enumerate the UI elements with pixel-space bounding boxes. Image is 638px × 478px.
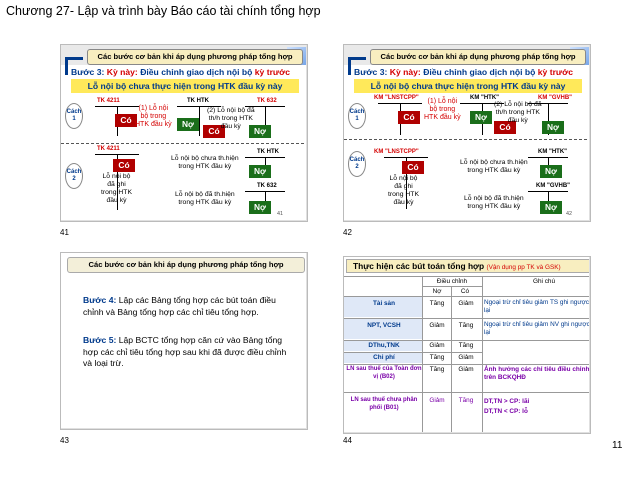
row-credit: Giảm bbox=[458, 354, 474, 361]
row-debit: Giảm bbox=[429, 342, 445, 349]
note-5: Lỗ nội bộ đã th.hiện trong HTK đầu kỳ bbox=[464, 195, 524, 210]
slide-number: 42 bbox=[343, 228, 352, 237]
km-htk-label: KM "HTK" bbox=[538, 149, 568, 155]
divider bbox=[344, 139, 591, 140]
credit-box: Có bbox=[203, 125, 225, 138]
note-4: Lỗ nội bộ chưa th.hiện trong HTK đầu kỳ bbox=[460, 159, 528, 174]
debit-box: Nợ bbox=[249, 125, 271, 138]
row-item: Tài sản bbox=[372, 300, 396, 307]
row-debit: Tăng bbox=[429, 366, 445, 373]
note-3: Lỗ nội bộ đã ghi trong HTK đầu kỳ bbox=[388, 175, 419, 206]
slide-title: Các bước cơ bản khi áp dụng phương pháp tổng hợp bbox=[87, 49, 303, 65]
row-item: Chi phí bbox=[373, 354, 395, 361]
highlight-bar: Lỗ nội bộ chưa thực hiện trong HTK đầu kỳ này bbox=[71, 79, 299, 93]
head-debit: Nợ bbox=[432, 288, 442, 295]
credit-box: Có bbox=[494, 121, 516, 134]
slide-title: Thực hiện các bút toán tổng hợp (Vận dụng pp TK và GSK) bbox=[346, 259, 590, 273]
step-4-text: Bước 4: Lập các Bảng tổng hợp các bút toán điều chỉnh và Bảng tổng hợp các chỉ tiêu tổng hợp. bbox=[83, 295, 276, 317]
step-line: Bước 3: Kỳ này: Điều chỉnh giao dịch nội bộ kỳ trước bbox=[71, 67, 291, 77]
slide-number: 43 bbox=[60, 436, 69, 445]
head-credit: Có bbox=[460, 288, 470, 295]
divider bbox=[61, 143, 308, 144]
debit-box: Nợ bbox=[249, 165, 271, 178]
credit-box: Có bbox=[398, 111, 420, 124]
tk632-label: TK 632 bbox=[257, 98, 277, 104]
case-2-label: Cách 2 bbox=[348, 151, 366, 177]
head-adjust: Điều chỉnh bbox=[436, 278, 468, 285]
note-2: (2) Lỗ nội bộ đã th/h trong HTK đầu kỳ bbox=[207, 107, 255, 130]
row-item: DThu,TNK bbox=[368, 342, 400, 349]
slide-number: 41 bbox=[60, 228, 69, 237]
case-1-label: Cách 1 bbox=[348, 103, 366, 129]
row-debit: Tăng bbox=[429, 354, 445, 361]
tk-htk-label: TK HTK bbox=[257, 149, 279, 155]
row-debit: Giảm bbox=[429, 397, 445, 404]
note-1: (1) Lỗ nội bộ trong HTK đầu kỳ bbox=[135, 105, 172, 128]
credit-box: Có bbox=[115, 114, 137, 127]
row-credit: Tăng bbox=[458, 397, 474, 404]
note-2: (2) Lỗ nội bộ đã th/h trong HTK đầu kỳ bbox=[494, 101, 542, 124]
tk632-label: TK 632 bbox=[257, 183, 277, 189]
slide-42 bbox=[343, 44, 591, 222]
note-1: (1) Lỗ nội bộ trong HTK đầu kỳ bbox=[424, 98, 461, 121]
row-debit: Giảm bbox=[429, 322, 445, 329]
tk-htk-label: TK HTK bbox=[187, 98, 209, 104]
page-header: Chương 27- Lập và trình bày Báo cáo tài chính tổng hợp bbox=[6, 4, 321, 18]
case-2-label: Cách 2 bbox=[65, 163, 83, 189]
step-line: Bước 3: Kỳ này: Điều chỉnh giao dịch nội bộ kỳ trước bbox=[354, 67, 574, 77]
km-gvhb-label: KM "GVHB" bbox=[536, 183, 571, 189]
row-note: DT,TN > CP: lãi DT,TN < CP: lỗ bbox=[484, 398, 530, 415]
debit-box: Nợ bbox=[542, 121, 564, 134]
row-debit: Tăng bbox=[429, 300, 445, 307]
page-number: 11 bbox=[612, 440, 623, 451]
km-gvhb-label: KM "GVHB" bbox=[538, 95, 573, 101]
slide-number: 44 bbox=[343, 436, 352, 445]
debit-box: Nợ bbox=[470, 111, 492, 124]
slide-page-mark: 42 bbox=[566, 211, 572, 217]
note-4: Lỗ nội bộ chưa th.hiện trong HTK đầu kỳ bbox=[171, 155, 239, 170]
case-1-label: Cách 1 bbox=[65, 103, 83, 129]
debit-box: Nợ bbox=[540, 201, 562, 214]
head-note: Ghi chú bbox=[532, 278, 556, 285]
km-lnstcpp-label: KM "LNSTCPP" bbox=[374, 149, 419, 155]
slide-page-mark: 41 bbox=[277, 211, 283, 217]
row-credit: Giảm bbox=[458, 366, 474, 373]
debit-box: Nợ bbox=[249, 201, 271, 214]
row-note: Ngoại trừ chỉ tiêu giảm NV ghi ngược lại bbox=[484, 321, 590, 336]
row-credit: Tăng bbox=[458, 342, 474, 349]
km-htk-label: KM "HTK" bbox=[470, 95, 500, 101]
slide-43 bbox=[60, 252, 308, 430]
row-credit: Tăng bbox=[458, 322, 474, 329]
slide-41 bbox=[60, 44, 308, 222]
km-lnstcpp-label: KM "LNSTCPP" bbox=[374, 95, 419, 101]
slide-title: Các bước cơ bản khi áp dụng phương pháp tổng hợp bbox=[370, 49, 586, 65]
row-item: LN sau thuế chưa phân phối (B01) bbox=[350, 397, 418, 411]
tk4211-label: TK 4211 bbox=[97, 98, 120, 104]
row-item: LN sau thuế của Toàn đơn vị (B02) bbox=[346, 366, 422, 380]
credit-box: Có bbox=[113, 159, 135, 172]
tk4211-label: TK 4211 bbox=[97, 146, 120, 152]
note-3: Lỗ nội bộ đã ghi trong HTK đầu kỳ bbox=[101, 173, 132, 204]
rules-table bbox=[344, 273, 591, 434]
row-note: Ngoại trừ chỉ tiêu giảm TS ghi ngược lại bbox=[484, 299, 589, 314]
slide-title: Các bước cơ bản khi áp dụng phương pháp tổng hợp bbox=[67, 257, 305, 273]
slide-44 bbox=[343, 256, 591, 434]
debit-box: Nợ bbox=[540, 165, 562, 178]
step-5-text: Bước 5: Lập BCTC tổng hợp căn cứ vào Bảng tổng hợp các chỉ tiêu tổng hợp sau khi đã được điều chỉnh và loại trừ. bbox=[83, 335, 287, 368]
debit-box: Nợ bbox=[177, 118, 199, 131]
highlight-bar: Lỗ nội bộ chưa thực hiện trong HTK đầu kỳ này bbox=[354, 79, 582, 93]
note-5: Lỗ nội bộ đã th.hiện trong HTK đầu kỳ bbox=[175, 191, 235, 206]
row-credit: Giảm bbox=[458, 300, 474, 307]
row-item: NPT, VCSH bbox=[367, 322, 401, 329]
row-note: Ảnh hưởng các chỉ tiêu điều chỉnh trên BCKQHĐ bbox=[484, 366, 590, 381]
credit-box: Có bbox=[402, 161, 424, 174]
